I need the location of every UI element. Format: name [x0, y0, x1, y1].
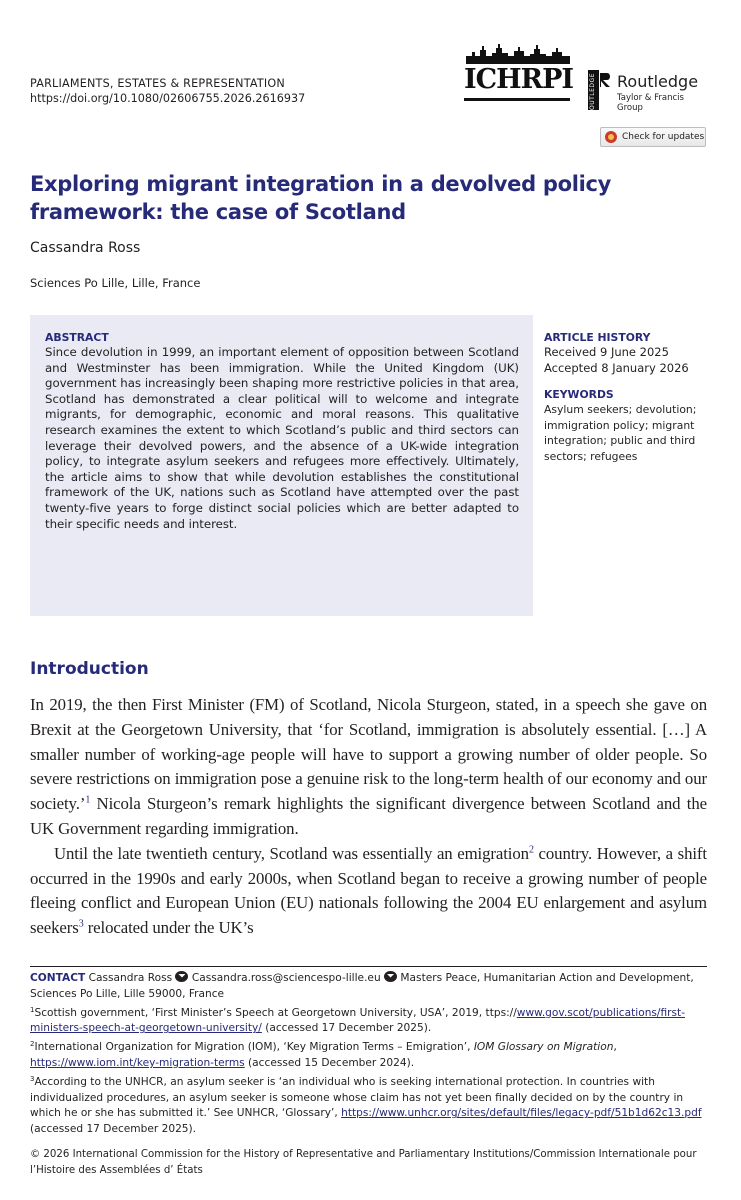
address-icon [384, 971, 397, 982]
footnote-text: , [613, 1041, 617, 1054]
paragraph-text: country. However, a shift occurred in the 1990s and early 2000s, when Scotland began to receive a growing number of people fleeing conflict and European Union (EU) nationals following the 2004 EU enlargement and asylum seekers [30, 843, 707, 938]
footnote-text: (accessed 17 December 2025). [261, 1022, 432, 1035]
introduction-body [30, 693, 707, 941]
footnote-ref[interactable]: 3 [78, 918, 84, 930]
email-icon [175, 971, 188, 982]
copyright-notice: © 2026 International Commission for the History of Representative and Parliamentary Institutions/Commission Internationale pour l’Histoire des Assemblées d’ États [30, 1149, 697, 1176]
journal-name: PARLIAMENTS, ESTATES & REPRESENTATION [30, 77, 285, 90]
author-name[interactable]: Cassandra Ross [30, 240, 141, 256]
footnote-link[interactable]: https://www.unhcr.org/sites/default/files/legacy-pdf/51b1d62c13.pdf [341, 1107, 702, 1120]
footnote-number: 3 [30, 1074, 35, 1083]
footnote-link[interactable]: www.gov.scot/publications/first-ministers-speech-at-georgetown-university/ [30, 1006, 686, 1035]
paragraph-text: relocated under the UK’s [83, 918, 254, 938]
routledge-side-bar [588, 70, 599, 115]
footnote-text: According to the UNHCR, an asylum seeker is ‘an individual who is seeking international protection. In countries with individualized procedures, an asylum seeker is someone whose claim has not yet been finally decided on by the country in which he or she has submitted it.’ See UNHCR, ‘Glossary’, [30, 1075, 684, 1120]
footnote-divider [30, 966, 707, 967]
footnote-item [30, 1003, 707, 1038]
publisher-logos [462, 38, 712, 114]
contact-address: Masters Peace, Humanitarian Action and Development, Sciences Po Lille, Lille 59000, France [30, 972, 694, 1000]
ichrpi-underline [464, 98, 570, 101]
footnote-number: 2 [30, 1040, 35, 1049]
keywords-list: Asylum seekers; devolution; immigration policy; migrant integration; public and third sectors; refugees [544, 403, 697, 463]
article-sidebar [544, 331, 719, 464]
journal-header [30, 76, 305, 106]
check-for-updates-button[interactable] [600, 127, 706, 147]
routledge-r-icon [599, 72, 613, 88]
contact-label: CONTACT [30, 972, 86, 984]
abstract-box [30, 315, 533, 616]
abstract-heading: ABSTRACT [45, 331, 109, 344]
abstract-text: Since devolution in 1999, an important element of opposition between Scotland and Westminster has been immigration. While the United Kingdom (UK) government has increasingly been shaping more restrictive policies in that area, Scotland has demonstrated a clear political will to welcome and integrate migrants, for demographic, economic and moral reasons. This qualitative research examines the extent to which Scotland’s public and third sectors can leverage their devolved powers, and the absence of a UK-wide integration policy, to integrate asylum seekers and refugees more effectively. Ultimately, the article aims to show that while devolution establishes the constitutional framework of the UK, nations such as Scotland have attempted over the past twenty-five years to forge distinct social policies which are better adapted to their specific needs and interest. [45, 345, 519, 531]
footnote-item [30, 1037, 707, 1072]
article-history-heading: ARTICLE HISTORY [544, 331, 651, 344]
keywords-heading: KEYWORDS [544, 388, 614, 401]
author-affiliation: Sciences Po Lille, Lille, France [30, 276, 201, 290]
contact-line [30, 971, 707, 1003]
taylor-francis-text: Taylor & Francis Group [617, 93, 684, 113]
footnote-text: (accessed 17 December 2025). [30, 1123, 197, 1136]
footnote-item [30, 1072, 707, 1138]
paragraph-text: In 2019, the then First Minister (FM) of Scotland, Nicola Sturgeon, stated, in a speech she gave on Brexit at the Georgetown University, that ‘for Scotland, immigration is absolutely essential. […] A smaller number of working-age people will have to support a growing number of older people. So severe restrictions on immigration pose a genuine risk to the long-term health of our economy and our society.’ [30, 695, 707, 814]
crossmark-icon [605, 131, 617, 143]
footnote-link[interactable]: https://www.iom.int/key-migration-terms [30, 1056, 245, 1069]
introduction-heading: Introduction [30, 659, 149, 679]
footnote-italic: IOM Glossary on Migration [473, 1041, 614, 1054]
accepted-date: Accepted 8 January 2026 [544, 360, 689, 375]
footnote-ref[interactable]: 1 [85, 794, 91, 806]
routledge-bar-text: ROUTLEDGE [589, 73, 596, 115]
doi-link[interactable]: https://doi.org/10.1080/02606755.2026.2616937 [30, 92, 306, 105]
contact-name: Cassandra Ross [88, 972, 173, 984]
received-date: Received 9 June 2025 [544, 345, 669, 359]
ichrpi-wordmark: ICHRPI [464, 64, 574, 95]
paragraph [30, 693, 707, 842]
parliament-skyline-icon [466, 42, 570, 64]
article-title: Exploring migrant integration in a devolved policy framework: the case of Scotland [30, 172, 612, 224]
footnote-text: International Organization for Migration (IOM), ‘Key Migration Terms – Emigration’, [34, 1041, 474, 1054]
contact-email[interactable]: Cassandra.ross@sciencespo-lille.eu [191, 972, 381, 984]
paragraph-text: Nicola Sturgeon’s remark highlights the significant divergence between Scotland and the UK Government regarding immigration. [30, 794, 707, 838]
routledge-wordmark: Routledge [617, 72, 699, 91]
footnote-ref[interactable]: 2 [528, 844, 534, 856]
paragraph [30, 842, 707, 941]
footnotes [30, 971, 707, 1138]
footnote-text: Scottish government, ‘First Minister’s Speech at Georgetown University, USA’, 2019, ttps:// [34, 1006, 517, 1019]
footnote-text: (accessed 15 December 2024). [244, 1056, 415, 1069]
ichrpi-logo [462, 38, 574, 110]
check-for-updates-label: Check for updates [622, 132, 705, 142]
footnote-number: 1 [30, 1005, 35, 1014]
paragraph-text: Until the late twentieth century, Scotland was essentially an emigration [54, 843, 529, 863]
